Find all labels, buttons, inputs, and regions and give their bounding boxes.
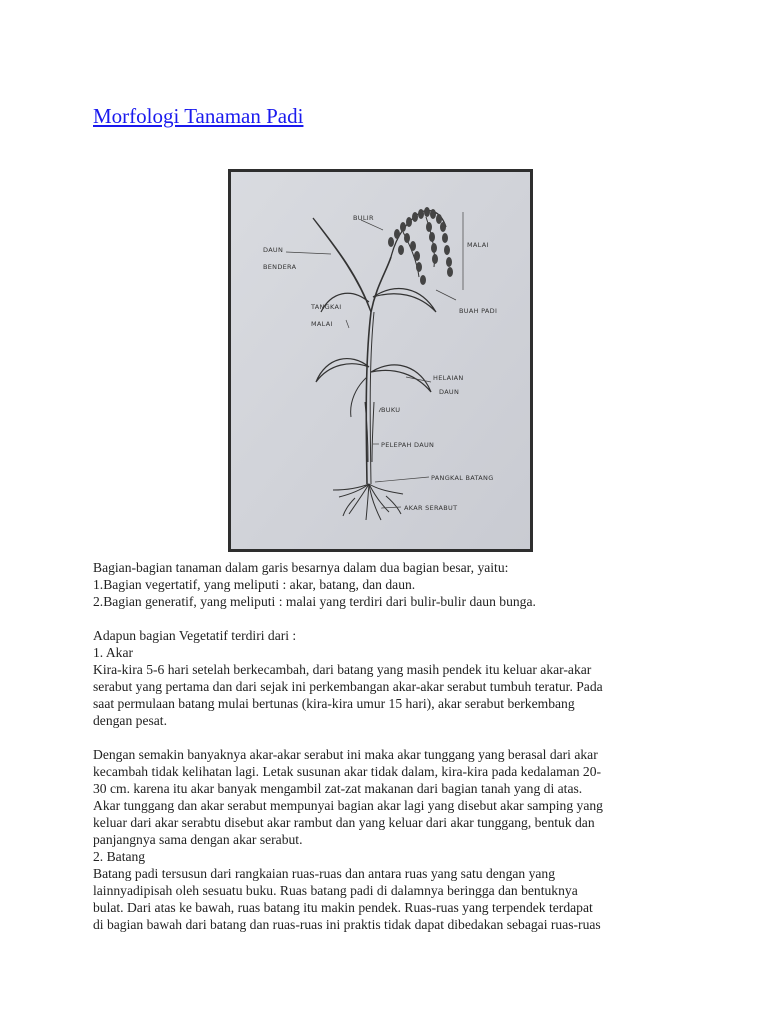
label-daun-bendera-1: DAUN [263, 246, 284, 254]
body-line: kecambah tidak kelihatan lagi. Letak susunan akar tidak dalam, kira-kira pada kedalaman 20- [93, 764, 602, 779]
page-title-link[interactable]: Morfologi Tanaman Padi [93, 104, 304, 128]
body-line: Bagian-bagian tanaman dalam garis besarnya dalam dua bagian besar, yaitu: [93, 560, 509, 575]
label-bulir: BULIR [353, 214, 374, 222]
paragraph-gap [93, 610, 683, 627]
body-line: Batang padi tersusun dari rangkaian ruas-ruas dan antara ruas yang satu dengan yang [93, 866, 556, 881]
label-akar-serabut: AKAR SERABUT [404, 504, 458, 512]
body-line: lainnyadipisah oleh sesuatu buku. Ruas batang padi di dalamnya beringga dan bentuknya [93, 883, 578, 898]
section-heading-batang: 2. Batang [93, 849, 146, 864]
body-line: dengan pesat. [93, 713, 167, 728]
label-pelepah-daun: PELEPAH DAUN [381, 441, 435, 449]
rice-plant-drawing [231, 172, 530, 549]
body-line: keluar dari akar serabtu disebut akar rambut dan yang keluar dari akar tunggang, bentuk dan [93, 815, 595, 830]
label-malai: MALAI [467, 241, 489, 249]
label-buku: BUKU [381, 406, 401, 414]
article-body [93, 559, 683, 933]
body-line: saat permulaan batang mulai bertunas (kira-kira umur 15 hari), akar serabut berkembang [93, 696, 575, 711]
label-helaian-daun-2: DAUN [439, 388, 460, 396]
label-daun-bendera-2: BENDERA [263, 263, 297, 271]
body-line: 30 cm. karena itu akar banyak mengambil zat-zat makanan dari bagian tanah yang di atas. [93, 781, 583, 796]
label-helaian-daun-1: HELAIAN [433, 374, 464, 382]
section-heading-akar: 1. Akar [93, 645, 134, 660]
label-pangkal-batang: PANGKAL BATANG [431, 474, 494, 482]
body-line: Adapun bagian Vegetatif terdiri dari : [93, 628, 297, 643]
body-line: 1.Bagian vegertatif, yang meliputi : akar, batang, dan daun. [93, 577, 416, 592]
label-buah-padi: BUAH PADI [459, 307, 498, 315]
body-line: di bagian bawah dari batang dan ruas-ruas ini praktis tidak dapat dibedakan sebagai ruas-ruas [93, 917, 601, 932]
body-line: Kira-kira 5-6 hari setelah berkecambah, dari batang yang masih pendek itu keluar akar-akar [93, 662, 592, 677]
body-line: bulat. Dari atas ke bawah, ruas batang itu makin pendek. Ruas-ruas yang terpendek terdapat [93, 900, 593, 915]
body-line: Dengan semakin banyaknya akar-akar serabut ini maka akar tunggang yang berasal dari akar [93, 747, 598, 762]
label-tangkai-malai-2: MALAI [311, 320, 333, 328]
paragraph-gap [93, 729, 683, 746]
rice-plant-photo [228, 169, 533, 552]
body-line: Akar tunggang dan akar serabut mempunyai bagian akar lagi yang disebut akar samping yang [93, 798, 603, 813]
label-tangkai-malai-1: TANGKAI [311, 303, 342, 311]
body-line: panjangnya sama dengan akar serabut. [93, 832, 303, 847]
body-line: 2.Bagian generatif, yang meliputi : malai yang terdiri dari bulir-bulir daun bunga. [93, 594, 536, 609]
body-line: serabut yang pertama dan dari sejak ini perkembangan akar-akar serabut tumbuh teratur. Pada [93, 679, 603, 694]
